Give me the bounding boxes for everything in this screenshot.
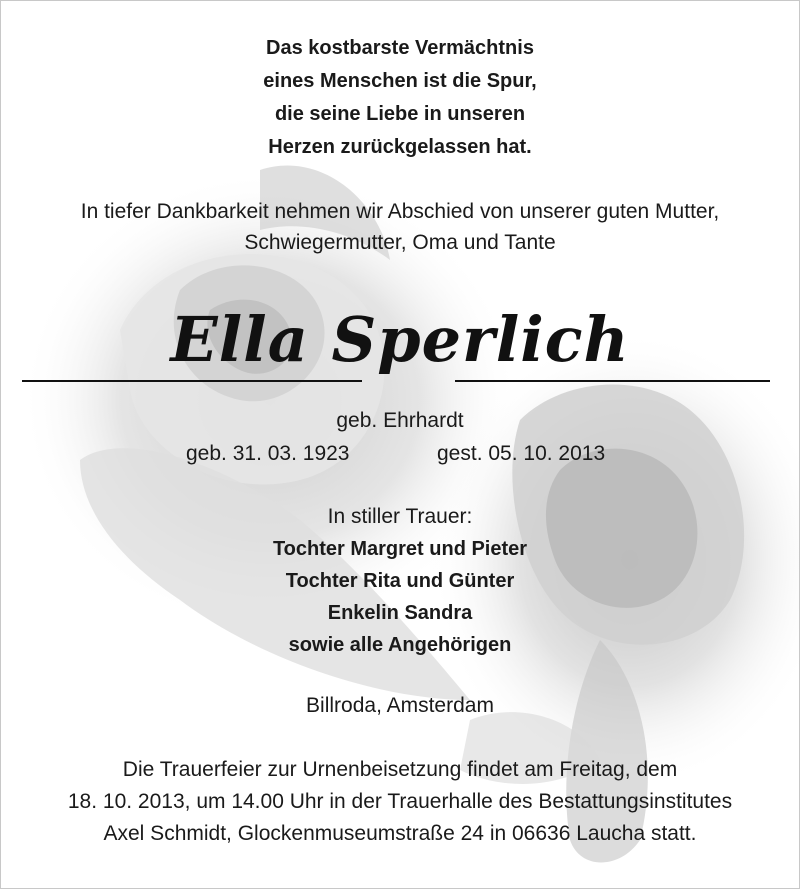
funeral-line-2: 18. 10. 2013, um 14.00 Uhr in der Trauerhalle des Bestattungsinstitutes (67, 790, 733, 813)
name-rule-left (22, 380, 362, 382)
intro-line-1: In tiefer Dankbarkeit nehmen wir Abschied von unserer guten Mutter, (80, 200, 720, 223)
birth-date: geb. 31. 03. 1923 (186, 442, 350, 465)
intro-line-2: Schwiegermutter, Oma und Tante (244, 231, 556, 254)
mourner-name: Tochter Margret und Pieter (272, 538, 528, 560)
maiden-name: geb. Ehrhardt (336, 409, 464, 432)
name-rule-right (455, 380, 770, 382)
death-date: gest. 05. 10. 2013 (437, 442, 606, 465)
deceased-name: Ella Sperlich (170, 303, 630, 376)
mourner-name: Tochter Rita und Günter (285, 570, 515, 592)
motto-line-4: Herzen zurückgelassen hat. (268, 136, 532, 158)
mourners-heading: In stiller Trauer: (327, 505, 473, 528)
mourner-name: Enkelin Sandra (327, 602, 473, 624)
motto-line-1: Das kostbarste Vermächtnis (266, 37, 534, 59)
funeral-line-3: Axel Schmidt, Glockenmuseumstraße 24 in 06636 Laucha statt. (103, 822, 697, 845)
motto-line-2: eines Menschen ist die Spur, (263, 70, 537, 92)
funeral-line-1: Die Trauerfeier zur Urnenbeisetzung findet am Freitag, dem (122, 758, 678, 781)
mourner-name: sowie alle Angehörigen (288, 634, 512, 656)
mourner-places: Billroda, Amsterdam (306, 694, 494, 717)
motto-line-3: die seine Liebe in unseren (274, 103, 526, 125)
